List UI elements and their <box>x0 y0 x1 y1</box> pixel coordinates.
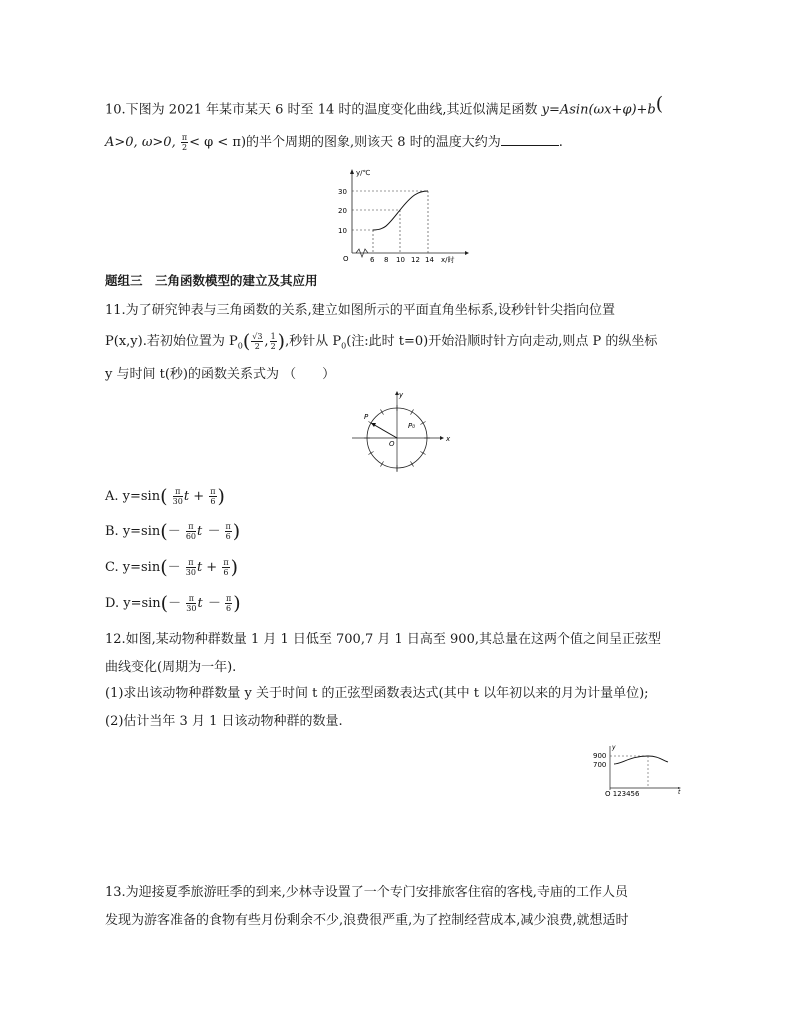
q10-conditions: A>0, ω>0, <box>105 135 176 150</box>
x-tick-12: 12 <box>411 256 420 264</box>
clock-figure <box>348 388 451 474</box>
frac-den: 6 <box>225 532 231 541</box>
second-hand <box>371 423 397 438</box>
option-mid: t － <box>197 524 220 539</box>
answer-blank[interactable] <box>501 135 559 146</box>
option-D[interactable] <box>105 594 241 613</box>
option-frac-1 <box>173 487 183 506</box>
option-label: B. y=sin <box>105 524 161 539</box>
group-heading: 题组三 三角函数模型的建立及其应用 <box>105 273 318 288</box>
frac-num: π <box>173 487 183 497</box>
frac-den: 6 <box>223 568 229 577</box>
q10-line1 <box>105 93 664 120</box>
option-label: D. y=sin <box>105 596 161 611</box>
graph-xlabel: x/时 <box>441 256 455 264</box>
frac-num: π <box>186 558 196 568</box>
x-tick-6: 6 <box>370 256 375 264</box>
frac-num: π <box>225 522 231 531</box>
option-frac-2 <box>222 558 229 577</box>
q11-text-b: ,秒针从 P <box>285 334 342 349</box>
clock-tick <box>411 409 414 414</box>
x-tick-14: 14 <box>425 256 434 264</box>
clock-tick <box>368 452 373 455</box>
option-C[interactable] <box>105 558 238 577</box>
option-mid: t － <box>197 596 220 611</box>
option-sign: － <box>167 560 181 575</box>
q12-line1: 12.如图,某动物种群数量 1 月 1 日低至 700,7 月 1 日高至 900,其总量在这两个值之间呈正弦型 <box>105 632 661 647</box>
y-axis-arrow <box>350 169 354 174</box>
population-graph <box>592 740 684 798</box>
frac-num: π <box>186 522 196 532</box>
frac-den: 60 <box>185 532 197 541</box>
option-frac-1 <box>186 594 196 613</box>
frac-num: π <box>210 487 216 496</box>
clock-y-label: y <box>399 391 404 399</box>
q12-line4: (2)估计当年 3 月 1 日该动物种群的数量. <box>105 714 343 729</box>
q11-text-a: P(x,y).若初始位置为 P <box>105 334 238 349</box>
y-900: 900 <box>593 752 607 760</box>
q13-line1: 13.为迎接夏季旅游旺季的到来,少林寺设置了一个专门安排旅客住宿的客栈,寺庙的工作人员 <box>105 885 628 900</box>
paren-open: ( <box>160 520 168 543</box>
paren-open: ( <box>160 592 169 615</box>
clock-tick <box>381 461 384 466</box>
clock-origin: O <box>389 440 395 448</box>
paren-close: ) <box>277 330 286 353</box>
q10-text2: )的半个周期的图象,则该天 8 时的温度大约为 <box>240 135 501 150</box>
frac-den: 30 <box>185 568 196 577</box>
q12-line2: 曲线变化(周期为一年). <box>105 660 237 675</box>
q11-text-c: (注:此时 t=0)开始沿顺时针方向走动,则点 P 的纵坐标 <box>346 334 658 349</box>
option-label: A. y=sin <box>105 489 161 504</box>
q10-open-paren: ( <box>655 93 664 115</box>
clock-tick <box>420 422 425 425</box>
q10-period: . <box>558 135 563 150</box>
p0-x-frac <box>251 332 263 351</box>
x-axis-arrow <box>465 251 469 255</box>
frac-den: 2 <box>254 342 260 351</box>
paren-open: ( <box>242 330 251 353</box>
frac-den: 30 <box>172 497 183 506</box>
clock-tick <box>411 461 414 466</box>
graph-origin: O <box>343 255 349 263</box>
frac-num: π <box>223 558 229 567</box>
p0-subscript: 0 <box>341 341 347 351</box>
clock-tick <box>420 452 425 455</box>
frac-den: 2 <box>270 342 276 351</box>
x-tick-8: 8 <box>384 256 389 264</box>
option-frac-1 <box>186 558 196 577</box>
population-curve <box>614 756 668 764</box>
frac-num: 1 <box>270 332 276 341</box>
frac-den: 30 <box>186 604 197 613</box>
q10-conditions-b: < φ < π <box>189 135 241 150</box>
x-axis-arrow <box>440 436 444 440</box>
frac-den: 6 <box>226 604 232 613</box>
graph-y-label: y <box>612 744 616 751</box>
frac-num: π <box>225 594 232 603</box>
p0-subscript: 0 <box>237 341 243 351</box>
clock-p0-label: P₀ <box>408 422 416 430</box>
graph-ylabel: y/℃ <box>356 169 371 177</box>
option-frac-2 <box>209 487 216 506</box>
paren-close: ) <box>217 485 225 508</box>
option-frac-2 <box>225 594 232 613</box>
temperature-graph <box>330 165 470 265</box>
option-mid: t + <box>196 560 218 575</box>
frac-den: 6 <box>210 497 216 506</box>
q11-line2: P(x,y).若初始位置为 $P_0$( $\frac{√3}{2}$ , $\frac{1}{2}$ ),秒针从 $P_0$(注:此时 t=0)开始沿顺时针方向走动,则点 P 的纵坐标 <box>105 330 658 353</box>
graph-t-label: t <box>678 789 681 796</box>
paren-close: ) <box>232 520 241 543</box>
q12-line3: (1)求出该动物种群数量 y 关于时间 t 的正弦型函数表达式(其中 t 以年初以来的月为计量单位); <box>105 686 649 701</box>
option-sign: － <box>168 596 182 611</box>
q10-pi-half <box>181 133 188 152</box>
option-A[interactable] <box>105 487 225 506</box>
option-frac-2 <box>225 522 232 541</box>
q13-line2: 发现为游客准备的食物有些月份剩余不少,浪费很严重,为了控制经营成本,减少浪费,就想适时 <box>105 913 629 928</box>
temperature-curve <box>373 191 428 230</box>
p0-y-frac <box>270 332 277 351</box>
option-sign: － <box>167 524 181 539</box>
y-700: 700 <box>593 761 607 769</box>
y-tick-20: 20 <box>338 207 347 215</box>
q10-text: 10.下图为 2021 年某市某天 6 时至 14 时的温度变化曲线,其近似满足函数 <box>105 102 542 118</box>
frac-den: 2 <box>181 143 188 152</box>
y-tick-10: 10 <box>338 227 347 235</box>
clock-p-label: P <box>364 413 369 421</box>
q11-line3: y 与时间 t(秒)的函数关系式为 （ ） <box>105 367 336 382</box>
option-frac-1 <box>186 522 196 541</box>
paren-open: ( <box>160 556 168 579</box>
option-mid: t + <box>183 489 205 504</box>
graph-x-ticks: O 123456 <box>605 790 640 798</box>
q11-line1: 11.为了研究钟表与三角函数的关系,建立如图所示的平面直角坐标系,设秒针针尖指向位置 <box>105 303 615 318</box>
y-tick-30: 30 <box>338 188 347 196</box>
frac-num: π <box>181 133 188 142</box>
q10-line2 <box>105 133 563 152</box>
option-label: C. y=sin <box>105 560 161 575</box>
q10-function: y=Asin(ωx+φ)+b <box>541 102 656 118</box>
clock-x-label: x <box>446 435 451 443</box>
paren-close: ) <box>233 592 241 615</box>
paren-open: ( <box>160 485 168 508</box>
frac-num: π <box>186 594 196 604</box>
x-tick-10: 10 <box>396 256 405 264</box>
frac-num: √3 <box>252 332 263 341</box>
clock-tick <box>381 409 384 414</box>
paren-close: ) <box>230 556 239 579</box>
option-B[interactable] <box>105 522 240 541</box>
